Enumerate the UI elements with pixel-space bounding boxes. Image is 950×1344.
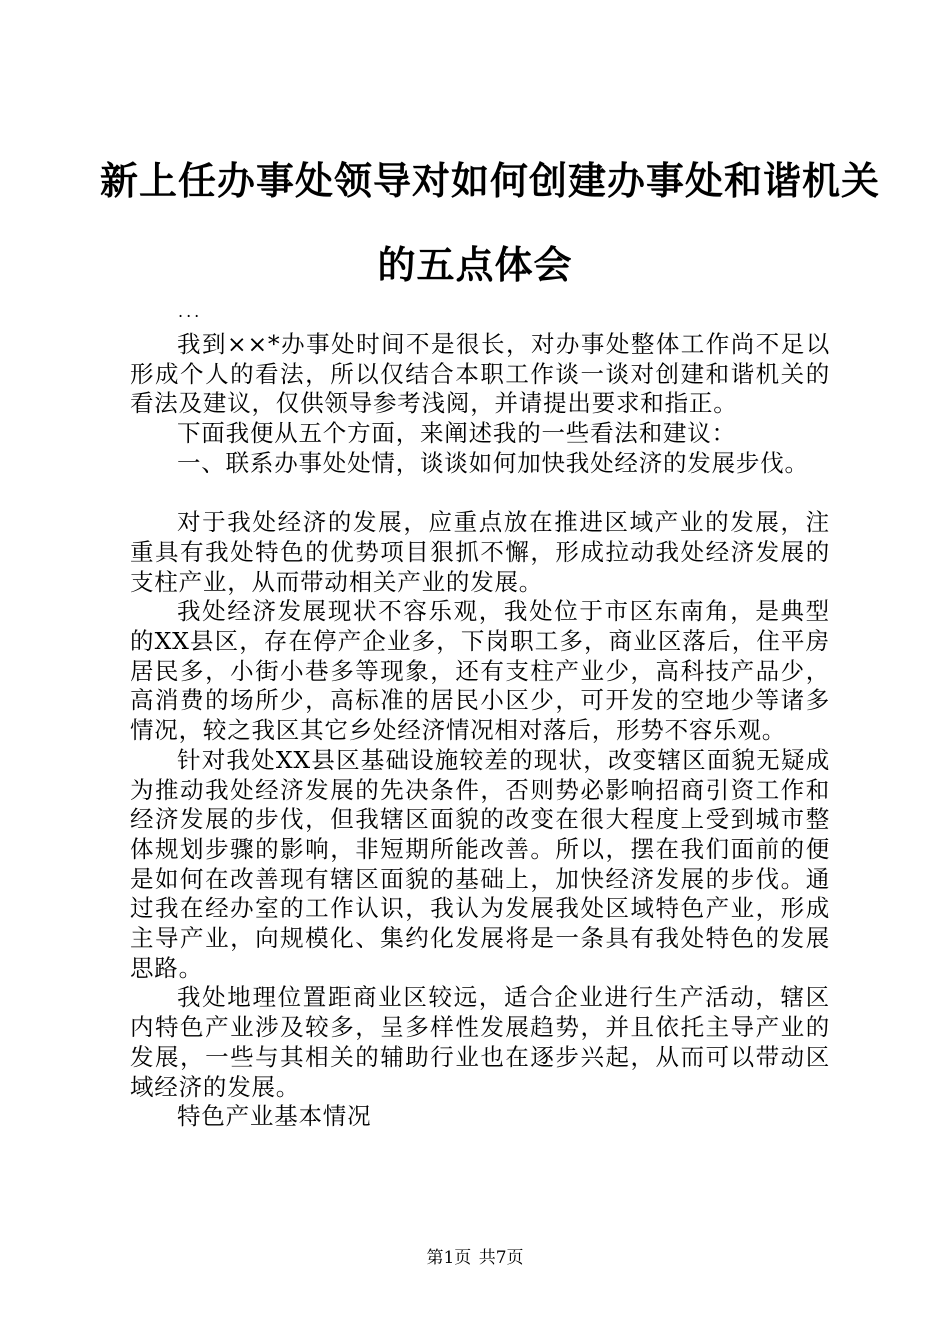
paragraph-infrastructure: 针对我处XX县区基础设施较差的现状，改变辖区面貌无疑成为推动我处经济发展的先决条件，否则势必影响招商引资工作和经济发展的步伐，但我辖区面貌的改变在很大程度上受到城市整体规划步骤的影响，非短期所能改善。所以，摆在我们面前的便是如何在改善现有辖区面貌的基础上，加快经济发展的步伐。通过我在经办室的工作认识，我认为发展我处区域特色产业，形成主导产业，向规模化、集约化发展将是一条具有我处特色的发展思路。	[130, 745, 830, 982]
page-number: 第1页	[426, 1248, 472, 1268]
page-total: 共7页	[478, 1248, 524, 1268]
paragraph-location: 我处地理位置距商业区较远，适合企业进行生产活动，辖区内特色产业涉及较多，呈多样性发展趋势，并且依托主导产业的发展，一些与其相关的辅助行业也在逐步兴起，从而可以带动区域经济的发展。	[130, 983, 830, 1101]
document-body	[130, 330, 830, 1132]
paragraph-economy-focus: 对于我处经济的发展，应重点放在推进区域产业的发展，注重具有我处特色的优势项目狠抓不懈，形成拉动我处经济发展的支柱产业，从而带动相关产业的发展。	[130, 508, 830, 596]
paragraph-intro: 我到××*办事处时间不是很长，对办事处整体工作尚不足以形成个人的看法，所以仅结合本职工作谈一谈对创建和谐机关的看法及建议，仅供领导参考浅阅，并请提出要求和指正。	[130, 330, 830, 418]
ellipsis-marker: ...	[178, 302, 203, 321]
paragraph-economy-status: 我处经济发展现状不容乐观，我处位于市区东南角，是典型的XX县区，存在停产企业多，下岗职工多，商业区落后，住平房居民多，小街小巷多等现象，还有支柱产业少，高科技产品少，高消费的场所少，高标准的居民小区少，可开发的空地少等诸多情况，较之我区其它乡处经济情况相对落后，形势不容乐观。	[130, 597, 830, 745]
paragraph-subheading: 特色产业基本情况	[177, 1102, 372, 1131]
section-heading-1: 一、联系办事处处情，谈谈如何加快我处经济的发展步伐。	[177, 448, 809, 477]
page-footer	[0, 1243, 950, 1268]
paragraph-outline: 下面我便从五个方面，来阐述我的一些看法和建议：	[177, 419, 736, 448]
document-title-line-2: 的五点体会	[377, 243, 573, 287]
document-title-line-1: 新上任办事处领导对如何创建办事处和谐机关	[100, 159, 881, 203]
